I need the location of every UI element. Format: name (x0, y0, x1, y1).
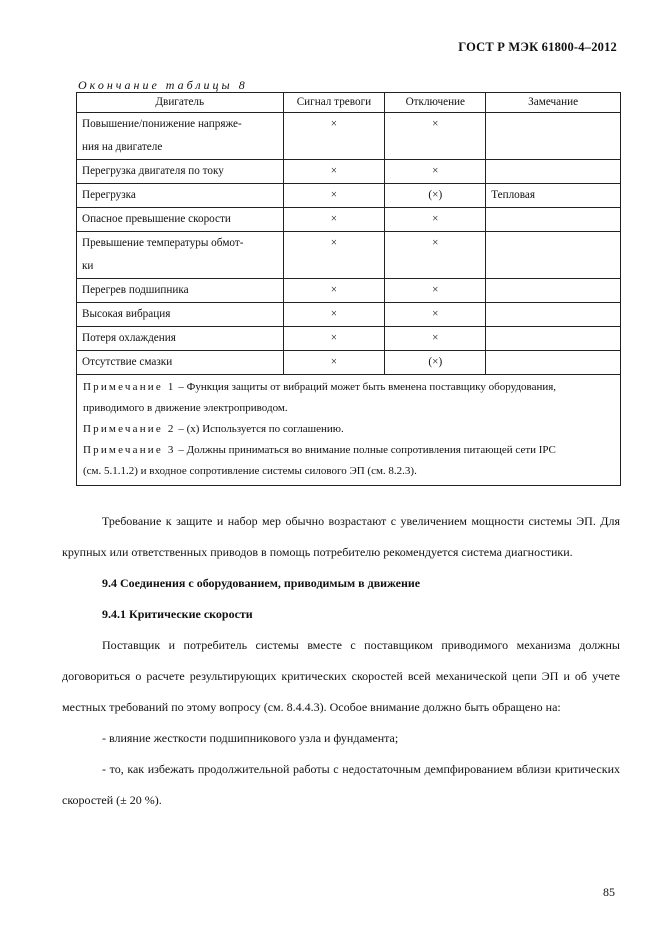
note-2 (83, 419, 614, 440)
cell-motor-line: ния на двигателе (82, 141, 163, 153)
cell-motor-line: Превышение температуры обмот- (82, 237, 244, 249)
cell-motor: Перегрев подшипника (77, 279, 284, 303)
note-label: Примечание 3 (83, 444, 176, 456)
cell-alarm: × (283, 232, 385, 279)
note-1-continuation: приводимого в движение электроприводом. (83, 402, 288, 414)
cell-alarm: × (283, 327, 385, 351)
cell-alarm: × (283, 303, 385, 327)
cell-trip: × (385, 303, 486, 327)
cell-alarm: × (283, 160, 385, 184)
note-text: – Должны приниматься во внимание полные сопротивления питающей сети IPC (175, 444, 556, 456)
table-header-row (77, 93, 621, 113)
note-label: Примечание 1 (83, 381, 176, 393)
document-header: ГОСТ Р МЭК 61800-4–2012 (458, 40, 617, 54)
cell-trip: × (385, 208, 486, 232)
cell-trip: × (385, 327, 486, 351)
cell-note (486, 351, 621, 375)
note-text: – Функция защиты от вибраций может быть вменена поставщику оборудования, (175, 381, 557, 393)
table-row (77, 303, 621, 327)
column-header-motor: Двигатель (77, 93, 284, 113)
cell-motor: Высокая вибрация (77, 303, 284, 327)
cell-alarm: × (283, 279, 385, 303)
paragraph-critical-speeds: Поставщик и потребитель системы вместе с поставщиком приводимого механизма должны договориться о расчете результирующих критических скоростей всей механической цепи ЭП и об учете местных требований по этому вопросу (см. 8.4.4.3). Особое внимание должно быть обращено на: (62, 638, 620, 714)
cell-motor: Отсутствие смазки (77, 351, 284, 375)
cell-motor (77, 232, 284, 279)
cell-motor-line: ки (82, 260, 94, 272)
table-row (77, 113, 621, 160)
table-row (77, 351, 621, 375)
cell-trip: × (385, 232, 486, 279)
body-text (62, 506, 620, 816)
cell-trip: × (385, 113, 486, 160)
cell-motor: Опасное превышение скорости (77, 208, 284, 232)
cell-alarm: × (283, 208, 385, 232)
table-row (77, 208, 621, 232)
table-row (77, 232, 621, 279)
cell-trip: (×) (385, 351, 486, 375)
cell-alarm: × (283, 113, 385, 160)
table-notes (77, 375, 621, 486)
cell-note: Тепловая (486, 184, 621, 208)
list-item: - то, как избежать продолжительной работы с недостаточным демпфированием вблизи критических скоростей (± 20 %). (62, 762, 620, 807)
note-3 (83, 440, 614, 461)
note-3-continuation: (см. 5.1.1.2) и входное сопротивление системы силового ЭП (см. 8.2.3). (83, 465, 417, 477)
table-caption: Окончание таблицы 8 (78, 78, 248, 92)
cell-note (486, 303, 621, 327)
cell-trip: × (385, 160, 486, 184)
cell-motor: Потеря охлаждения (77, 327, 284, 351)
cell-note (486, 327, 621, 351)
table-row (77, 327, 621, 351)
table-8 (76, 92, 621, 486)
cell-alarm: × (283, 351, 385, 375)
cell-trip: (×) (385, 184, 486, 208)
note-1 (83, 377, 614, 398)
table-row (77, 160, 621, 184)
note-text: – (x) Используется по соглашению. (175, 423, 344, 435)
column-header-alarm: Сигнал тревоги (283, 93, 385, 113)
page-number: 85 (603, 885, 615, 899)
cell-note (486, 160, 621, 184)
cell-motor: Перегрузка (77, 184, 284, 208)
cell-motor: Перегрузка двигателя по току (77, 160, 284, 184)
cell-motor (77, 113, 284, 160)
paragraph-protection: Требование к защите и набор мер обычно возрастают с увеличением мощности системы ЭП. Для крупных или ответственных приводов в помощь потребителю рекомендуется система диагностики. (62, 514, 620, 559)
table-row (77, 184, 621, 208)
cell-motor-line: Повышение/понижение напряже- (82, 118, 242, 130)
section-heading-9-4-1: 9.4.1 Критические скорости (102, 607, 253, 621)
cell-note (486, 279, 621, 303)
table-notes-row (77, 375, 621, 486)
list-item: - влияние жесткости подшипникового узла и фундамента; (102, 731, 399, 745)
cell-alarm: × (283, 184, 385, 208)
section-heading-9-4: 9.4 Соединения с оборудованием, приводимым в движение (102, 576, 421, 590)
cell-note (486, 232, 621, 279)
cell-trip: × (385, 279, 486, 303)
column-header-trip: Отключение (385, 93, 486, 113)
table-row (77, 279, 621, 303)
cell-note (486, 208, 621, 232)
column-header-note: Замечание (486, 93, 621, 113)
cell-note (486, 113, 621, 160)
note-label: Примечание 2 (83, 423, 176, 435)
